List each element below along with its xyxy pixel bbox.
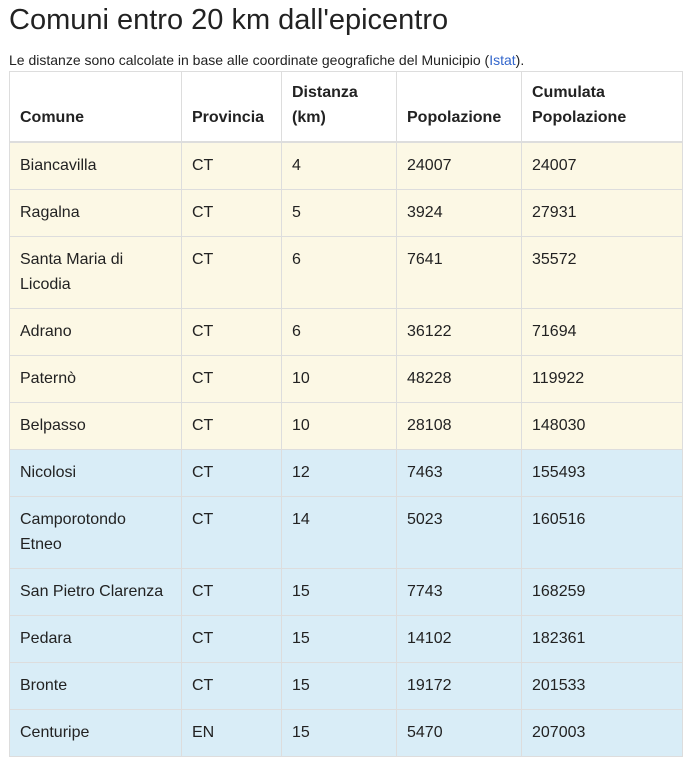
cell-distanza: 15	[282, 615, 397, 662]
table-row	[10, 189, 683, 236]
cell-cumulata: 168259	[522, 568, 683, 615]
cell-distanza: 6	[282, 308, 397, 355]
cell-popolazione: 5023	[397, 496, 522, 568]
cell-popolazione: 24007	[397, 142, 522, 190]
cell-distanza: 5	[282, 189, 397, 236]
table-row	[10, 709, 683, 756]
cell-provincia: CT	[182, 142, 282, 190]
cell-cumulata: 207003	[522, 709, 683, 756]
cell-popolazione: 19172	[397, 662, 522, 709]
table-body	[10, 142, 683, 757]
table-row	[10, 662, 683, 709]
header-cumulata: Cumulata Popolazione	[522, 72, 683, 142]
cell-cumulata: 155493	[522, 449, 683, 496]
cell-comune: San Pietro Clarenza	[10, 568, 182, 615]
cell-distanza: 10	[282, 355, 397, 402]
cell-cumulata: 160516	[522, 496, 683, 568]
cell-provincia: EN	[182, 709, 282, 756]
cell-provincia: CT	[182, 402, 282, 449]
cell-comune: Nicolosi	[10, 449, 182, 496]
page-title: Comuni entro 20 km dall'epicentro	[9, 4, 449, 36]
header-popolazione: Popolazione	[397, 72, 522, 142]
comuni-table	[9, 71, 683, 757]
cell-distanza: 15	[282, 662, 397, 709]
cell-distanza: 4	[282, 142, 397, 190]
cell-cumulata: 35572	[522, 236, 683, 308]
cell-popolazione: 3924	[397, 189, 522, 236]
cell-provincia: CT	[182, 308, 282, 355]
cell-distanza: 6	[282, 236, 397, 308]
cell-distanza: 14	[282, 496, 397, 568]
cell-provincia: CT	[182, 568, 282, 615]
cell-comune: Bronte	[10, 662, 182, 709]
cell-comune: Pedara	[10, 615, 182, 662]
table-header-row	[10, 72, 683, 142]
cell-popolazione: 7743	[397, 568, 522, 615]
cell-distanza: 10	[282, 402, 397, 449]
cell-comune: Ragalna	[10, 189, 182, 236]
cell-provincia: CT	[182, 662, 282, 709]
cell-popolazione: 14102	[397, 615, 522, 662]
cell-distanza: 15	[282, 568, 397, 615]
cell-provincia: CT	[182, 355, 282, 402]
table-row	[10, 449, 683, 496]
cell-cumulata: 201533	[522, 662, 683, 709]
table-row	[10, 308, 683, 355]
table-row	[10, 355, 683, 402]
cell-distanza: 12	[282, 449, 397, 496]
cell-provincia: CT	[182, 189, 282, 236]
cell-cumulata: 148030	[522, 402, 683, 449]
cell-comune: Adrano	[10, 308, 182, 355]
subtitle-text-after: ).	[515, 52, 525, 68]
table-row	[10, 402, 683, 449]
subtitle-text-before: Le distanze sono calcolate in base alle coordinate geografiche del Municipio (	[9, 52, 490, 68]
cell-provincia: CT	[182, 449, 282, 496]
cell-popolazione: 7641	[397, 236, 522, 308]
cell-popolazione: 7463	[397, 449, 522, 496]
cell-popolazione: 48228	[397, 355, 522, 402]
header-distanza: Distanza (km)	[282, 72, 397, 142]
cell-provincia: CT	[182, 615, 282, 662]
istat-link[interactable]: Istat	[489, 52, 516, 68]
table-row	[10, 236, 683, 308]
cell-comune: Santa Maria di Licodia	[10, 236, 182, 308]
cell-cumulata: 71694	[522, 308, 683, 355]
cell-cumulata: 27931	[522, 189, 683, 236]
cell-comune: Camporotondo Etneo	[10, 496, 182, 568]
cell-comune: Centuripe	[10, 709, 182, 756]
cell-cumulata: 182361	[522, 615, 683, 662]
cell-cumulata: 119922	[522, 355, 683, 402]
table-row	[10, 615, 683, 662]
cell-popolazione: 28108	[397, 402, 522, 449]
cell-provincia: CT	[182, 236, 282, 308]
cell-comune: Biancavilla	[10, 142, 182, 190]
cell-comune: Belpasso	[10, 402, 182, 449]
cell-popolazione: 5470	[397, 709, 522, 756]
cell-popolazione: 36122	[397, 308, 522, 355]
table-row	[10, 568, 683, 615]
cell-distanza: 15	[282, 709, 397, 756]
header-comune: Comune	[10, 72, 182, 142]
cell-cumulata: 24007	[522, 142, 683, 190]
cell-provincia: CT	[182, 496, 282, 568]
header-provincia: Provincia	[182, 72, 282, 142]
table-row	[10, 496, 683, 568]
table-row	[10, 142, 683, 190]
subtitle	[9, 51, 524, 69]
cell-comune: Paternò	[10, 355, 182, 402]
